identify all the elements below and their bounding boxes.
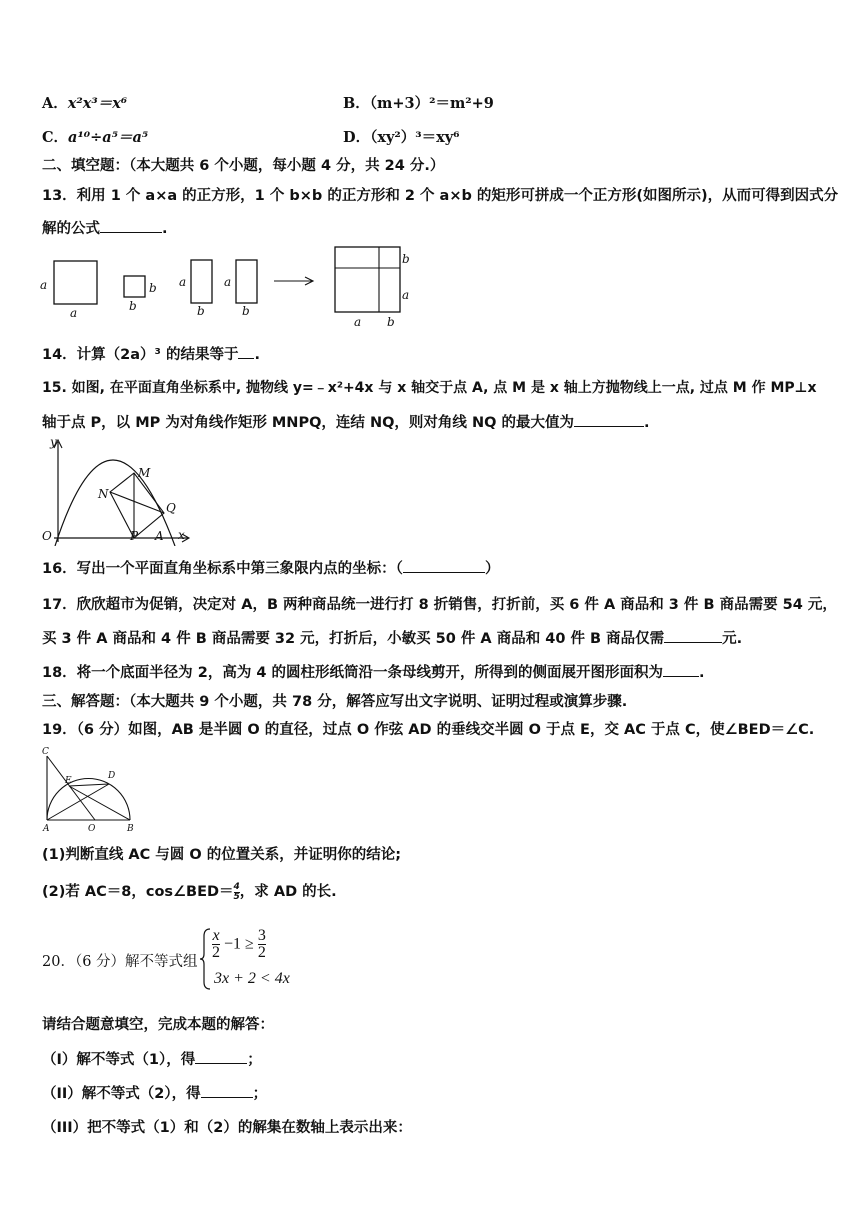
- q13-label-b-side: b: [149, 281, 157, 295]
- q15-label-x: x: [178, 528, 185, 542]
- q19-line1: 19．（6 分）如图，AB 是半圆 O 的直径，过点 O 作弦 AD 的垂线交半圆 O 于点 E，交 AC 于点 C，使∠BED＝∠C.: [42, 722, 815, 738]
- option-d: [343, 126, 460, 147]
- q15-label-y: y: [50, 436, 57, 449]
- q14-pre: 14．计算（2a）³ 的结果等于: [42, 347, 239, 363]
- q20-step3: （III）把不等式（1）和（2）的解集在数轴上表示出来：: [42, 1120, 412, 1136]
- q13-label-big-a-side: a: [402, 288, 410, 302]
- q20-ineq1: [212, 928, 266, 961]
- q20-step1-pre: （I）解不等式（1），得: [42, 1052, 196, 1068]
- q19-part1: (1)判断直线 AC 与圆 O 的位置关系，并证明你的结论;: [42, 847, 402, 863]
- q19-part2-post: ，求 AD 的长.: [239, 884, 337, 900]
- q19-part2-pre: (2)若 AC＝8，cos∠BED＝: [42, 884, 234, 900]
- q13-label-rect1-b: b: [197, 304, 205, 318]
- q13-label-rect1-a: a: [179, 275, 187, 289]
- option-d-expr: （xy²）³＝xy⁶: [370, 129, 460, 146]
- q16-post: ）: [484, 561, 500, 577]
- q13-figure: [38, 244, 418, 334]
- q13-answer-blank: [100, 220, 162, 233]
- q20-intro: 请结合题意填空，完成本题的解答：: [42, 1017, 274, 1033]
- option-c: [42, 126, 148, 147]
- q18-answer-blank: [663, 664, 699, 677]
- q13-label-rect2-b: b: [242, 304, 250, 318]
- option-b: [343, 92, 494, 113]
- q13-label-rect2-a: a: [224, 275, 232, 289]
- q19-figure: [38, 744, 148, 834]
- option-c-expr: a¹⁰÷a⁵＝a⁵: [68, 129, 149, 146]
- option-b-label: B．: [343, 95, 370, 112]
- q15-label-n: N: [98, 487, 109, 501]
- option-a: [42, 92, 127, 113]
- q20-ineq1-rhs-num: 3: [257, 927, 266, 944]
- q18-post: .: [699, 665, 705, 681]
- q15-label-q: Q: [166, 501, 176, 515]
- q15-label-a: A: [155, 529, 164, 543]
- q13-label-a-bottom: a: [70, 306, 78, 320]
- q20-step2-post: ；: [252, 1086, 268, 1102]
- q20-step2-pre: （II）解不等式（2），得: [42, 1086, 201, 1102]
- q17-answer-blank: [664, 630, 722, 643]
- q20-ineq2: 3x + 2 < 4x: [214, 970, 290, 987]
- q17-line2-post: 元.: [722, 631, 743, 647]
- q16-answer-blank: [403, 560, 485, 573]
- q19-label-o: O: [88, 824, 96, 834]
- q18-pre: 18．将一个底面半径为 2，高为 4 的圆柱形纸筒沿一条母线剪开，所得到的侧面展开图形面积为: [42, 665, 663, 681]
- q19-part2: [42, 880, 337, 902]
- q19-label-e: E: [65, 776, 72, 786]
- q20-step1-post: ；: [247, 1052, 262, 1068]
- q19-chord-ad: [47, 784, 109, 820]
- q13-label-b-bottom: b: [129, 299, 137, 313]
- q14-post: .: [254, 347, 260, 363]
- q20-ineq1-rhs-den: 2: [257, 944, 266, 961]
- q15-label-m: M: [138, 466, 151, 480]
- q15-figure: [38, 436, 198, 546]
- q15-line2-post: .: [643, 415, 650, 431]
- q13-label-big-b-bottom: b: [387, 315, 395, 329]
- q19-line-eb: [69, 786, 130, 820]
- q13-line2-post: .: [162, 221, 168, 237]
- q13-line2: [42, 217, 168, 238]
- q15-label-o: O: [42, 529, 52, 543]
- q13-label-big-b-side: b: [402, 252, 410, 266]
- q17-line1: 17．欣欣超市为促销，决定对 A，B 两种商品统一进行打 8 折销售，打折前，买 6 件 A 商品和 3 件 B 商品需要 54 元，: [42, 597, 837, 613]
- q20-step1: [42, 1048, 262, 1069]
- option-a-expr: x²x³＝x⁶: [67, 95, 128, 112]
- q15-line2: [42, 411, 649, 432]
- section-2-title: 二、填空题：（本大题共 6 个小题，每小题 4 分，共 24 分.）: [42, 158, 445, 174]
- q18: [42, 661, 705, 682]
- q19-fraction-num: 4: [233, 881, 240, 892]
- q16: [42, 557, 499, 578]
- q19-fraction-den: 5: [233, 891, 240, 902]
- q16-pre: 16．写出一个平面直角坐标系中第三象限内点的坐标：（: [42, 561, 403, 577]
- q15-answer-blank: [574, 414, 644, 427]
- q13-line1: 13．利用 1 个 a×a 的正方形，1 个 b×b 的正方形和 2 个 a×b 的矩形可拼成一个正方形(如图所示)，从而可得到因式分: [42, 188, 839, 204]
- q20-label: 20．（6 分）解不等式组: [42, 954, 198, 970]
- q20-ineq1-lhs-num: x: [212, 927, 220, 944]
- q19-label-b: B: [127, 824, 134, 834]
- q19-line-ed: [69, 784, 109, 786]
- q19-line-co: [47, 756, 95, 820]
- q20-step1-blank: [195, 1051, 247, 1064]
- option-c-label: C．: [42, 129, 69, 146]
- q13-label-big-a-bottom: a: [354, 315, 362, 329]
- q15-line2-pre: 轴于点 P，以 MP 为对角线作矩形 MNPQ，连结 NQ，则对角线 NQ 的最大值为: [42, 415, 574, 431]
- q13-label-a-side: a: [40, 278, 48, 292]
- q20-brace: [200, 928, 212, 990]
- q19-label-c: C: [42, 747, 49, 757]
- q14: [42, 343, 260, 364]
- q17-line2: [42, 627, 742, 648]
- q19-label-d: D: [108, 771, 116, 781]
- q15-line1: 15. 如图, 在平面直角坐标系中, 抛物线 y=﹣x²+4x 与 x 轴交于点 A, 点 M 是 x 轴上方抛物线上一点, 过点 M 作 MP⊥x: [42, 380, 817, 396]
- q19-label-a: A: [43, 824, 50, 834]
- option-a-label: A．: [42, 95, 68, 112]
- option-d-label: D．: [343, 129, 371, 146]
- q17-line2-pre: 买 3 件 A 商品和 4 件 B 商品需要 32 元，打折后，小敏买 50 件 A 商品和 40 件 B 商品仅需: [42, 631, 665, 647]
- option-b-expr: （m+3）²＝m²+9: [369, 95, 494, 112]
- q14-answer-blank: [238, 346, 254, 359]
- section-3-title: 三、解答题：（本大题共 9 个小题，共 78 分，解答应写出文字说明、证明过程或演算步骤.: [42, 694, 628, 710]
- q13-line2-pre: 解的公式: [42, 221, 100, 237]
- q20-ineq1-lhs-den: 2: [212, 944, 220, 961]
- q20-step2: [42, 1082, 267, 1103]
- q20-ineq1-mid: −1 ≥: [224, 935, 254, 953]
- q15-label-p: P: [130, 529, 139, 543]
- q20-step2-blank: [201, 1085, 253, 1098]
